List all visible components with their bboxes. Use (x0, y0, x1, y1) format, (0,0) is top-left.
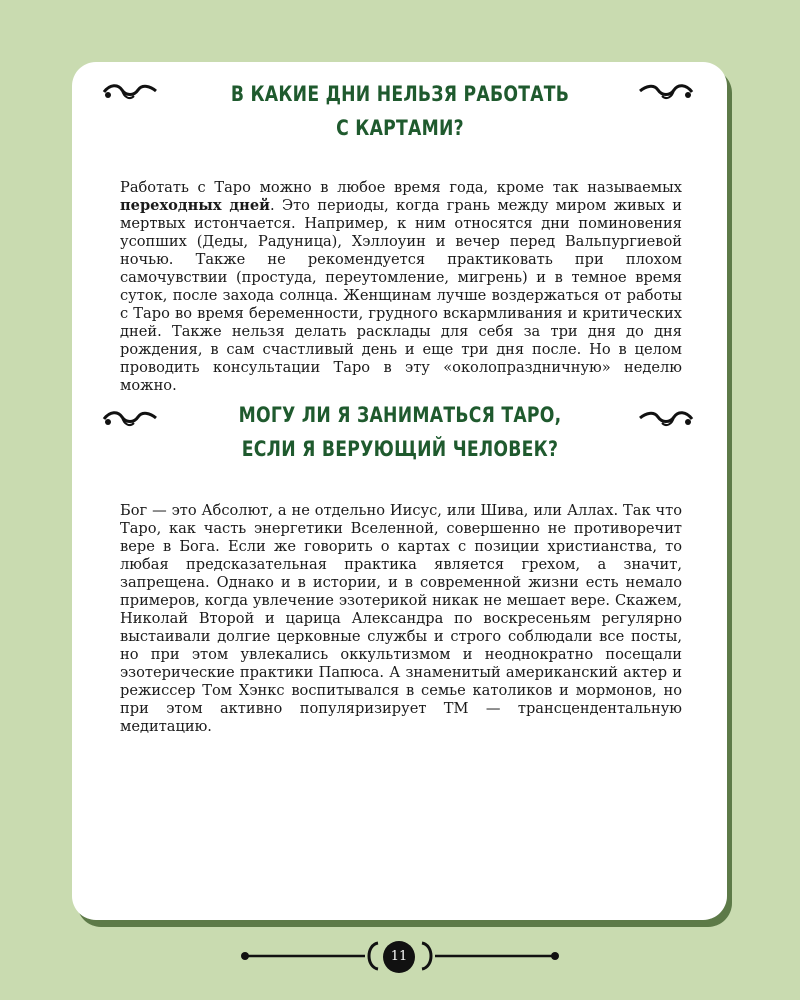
section2-title-line1: МОГУ ЛИ Я ЗАНИМАТЬСЯ ТАРО, (238, 403, 562, 427)
section1-title-line1: В КАКИЕ ДНИ НЕЛЬЗЯ РАБОТАТЬ (230, 82, 570, 106)
section1-text-part2: . Это периоды, когда грань между миром живых и мертвых истончается. Например, к ним относятся дни поминовения усопших (Деды, Радуница), Хэллоуин и вечер перед Вальпургиевой ночью. Также не рекомендуется практиковать при плохом самочувствии (простуда, переутомление, мигрень) и в темное время суток, после захода солнца. Женщинам лучше воздержаться от работы с Таро во время беременности, грудного вскармливания и критических дней. Также нельзя делать расклады для себя за три дня до дня рождения, в сам счастливый день и еще три дня после. Но в целом проводить консультации Таро в эту «околопраздничную» неделю можно. (120, 196, 682, 394)
page-number: 11 (383, 941, 415, 973)
section2-paragraph: Бог — это Абсолют, а не отдельно Иисус, или Шива, или Аллах. Так что Таро, как часть энергетики Вселенной, совершенно не противоречит вере в Бога. Если же говорить о картах с позиции христианства, то любая предсказательная практика является грехом, а значит, запрещена. Однако и в истории, и в современной жизни есть немало примеров, когда увлечение эзотерикой никак не мешает вере. Скажем, Николай Второй и царица Александра по воскресеньям регулярно выстаивали долгие церковные службы и строго соблюдали все посты, но при этом увлекались оккультизмом и неоднократно посещали эзотерические практики Папюса. А знаменитый американский актер и режиссер Том Хэнкс воспитывался в семье католиков и мормонов, но при этом активно популяризирует ТМ — трансцендентальную медитацию. (120, 501, 682, 735)
section1-paragraph (120, 179, 682, 395)
section1-heading (72, 77, 728, 145)
section1-text-part1: Работать с Таро можно в любое время года, кроме так называемых (120, 178, 682, 196)
section1-title-line2: С КАРТАМИ? (336, 116, 464, 140)
section1-bold-term: переходных дней (120, 196, 270, 214)
section2-heading (72, 398, 728, 466)
section2-title-line2: ЕСЛИ Я ВЕРУЮЩИЙ ЧЕЛОВЕК? (241, 437, 559, 461)
